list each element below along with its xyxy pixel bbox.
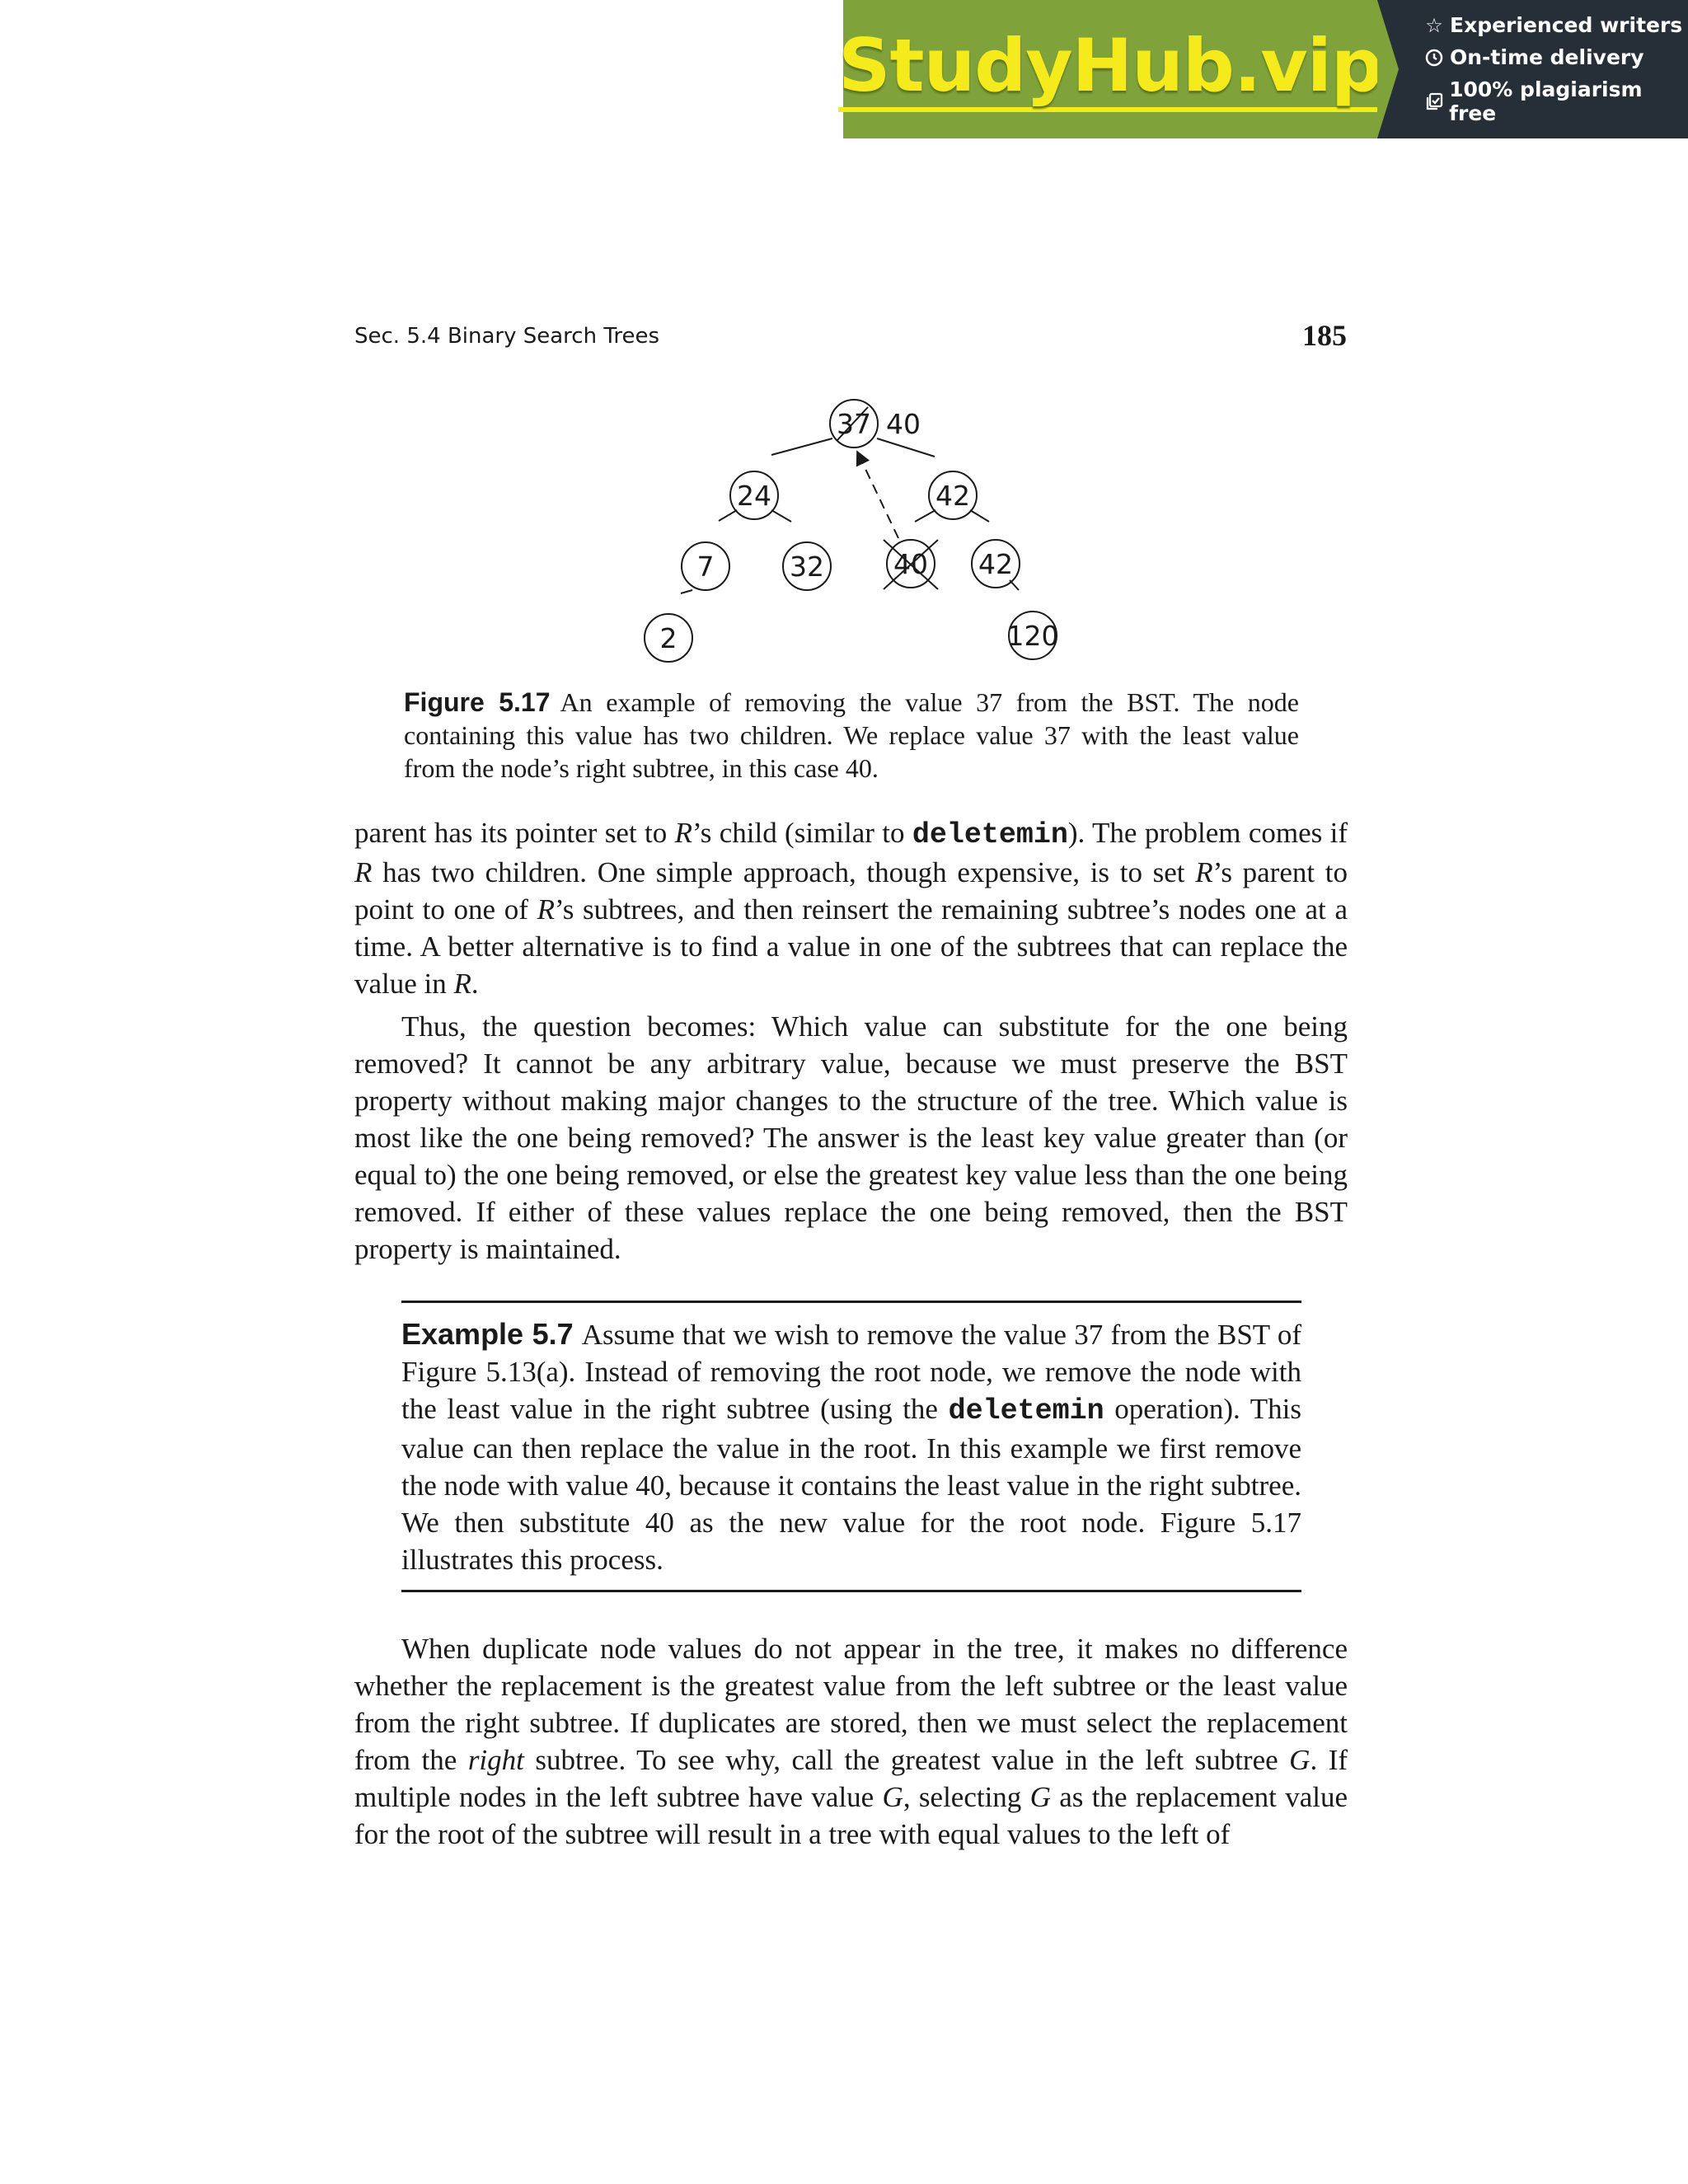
node-label: 42 — [935, 480, 970, 512]
feature-label: Experienced writers — [1450, 13, 1683, 37]
node-label: 40 — [893, 548, 928, 580]
ad-banner[interactable] — [838, 0, 1688, 138]
replacement-arrow — [857, 452, 898, 538]
example-block — [401, 1315, 1301, 1578]
tree-edge — [771, 438, 832, 455]
feature-item — [1423, 77, 1688, 125]
text-run: ’s parent to point to one of — [354, 856, 1348, 926]
code-inline: deletemin — [912, 818, 1068, 851]
tree-edge — [970, 510, 989, 522]
paragraph: Thus, the question becomes: Which value can substitute for the one being removed? It cannot be any arbitrary value, because we must preserve the BST property without making major changes to the structure of the tree. Which value is most like the one being removed? The answer is the least key value greater than (or equal to) the one being removed, or else the greatest key value less than the one being removed. If either of these values replace the one being removed, then the BST property is maintained. — [354, 1010, 1348, 1265]
caption-text: An example of removing the value 37 from the BST. The node containing this value has two children. We replace value 37 with the least value from the node’s right subtree, in this case 40. — [404, 687, 1300, 783]
tree-edge — [719, 510, 737, 521]
brand-logo[interactable]: StudyHub.vip — [838, 26, 1382, 112]
text-run: ’s child (similar to — [692, 817, 912, 849]
example-label: Example 5.7 — [401, 1317, 574, 1351]
node-label: 2 — [659, 622, 678, 654]
feature-label: On-time delivery — [1450, 45, 1644, 69]
brand-panel[interactable] — [838, 0, 1382, 138]
clock-icon — [1423, 49, 1445, 67]
text-run: . — [471, 968, 479, 1000]
example-bottom-rule — [401, 1590, 1301, 1592]
text-run: subtree. To see why, call the greatest value in the left subtree — [523, 1744, 1290, 1776]
math-var: G — [1289, 1744, 1311, 1776]
feature-list — [1377, 0, 1688, 138]
text-run: as the replacement value for the root of the subtree will result in a tree with equal values to the left of — [354, 1781, 1348, 1850]
tree-edge — [877, 438, 935, 457]
copy-check-icon — [1423, 91, 1444, 111]
math-var: R — [1195, 856, 1213, 888]
math-var: G — [1029, 1781, 1051, 1813]
node-label: 7 — [696, 551, 715, 583]
paragraph — [354, 1630, 1348, 1853]
text-run: parent has its pointer set to — [354, 817, 675, 849]
tree-edge — [771, 510, 791, 522]
emphasis: right — [467, 1744, 524, 1776]
code-inline: deletemin — [948, 1394, 1104, 1427]
example-top-rule — [401, 1301, 1301, 1303]
text-run: ). The problem comes if — [1067, 817, 1348, 849]
text-run: , selecting — [903, 1781, 1030, 1813]
feature-item — [1423, 13, 1688, 37]
text-run: . If multiple nodes in the left subtree have value — [354, 1744, 1348, 1813]
node-label: 24 — [737, 480, 771, 512]
math-var: R — [354, 856, 373, 888]
text-run: Assume that we wish to remove the value 37 from the BST of Figure 5.13(a). Instead of removing the root node, we remove the node with the least value in the right subtree (using the — [401, 1319, 1302, 1425]
node-label: 32 — [790, 551, 824, 583]
node-label: 37 — [837, 408, 871, 440]
bst-removal-figure — [0, 387, 1688, 684]
feature-item — [1423, 45, 1688, 69]
feature-label: 100% plagiarism free — [1449, 77, 1643, 125]
page-number: 185 — [1302, 319, 1347, 352]
text-run: has two children. One simple approach, though expensive, is to set — [372, 856, 1196, 888]
paragraph — [354, 814, 1348, 1002]
tree-edge — [681, 590, 692, 593]
math-var: R — [537, 893, 555, 926]
figure-caption — [404, 686, 1299, 785]
text-run: ’s subtrees, and then reinsert the remaining subtree’s nodes one at a time. A better alternative is to find a value in one of the subtrees that can replace the value in — [354, 893, 1348, 1000]
tree-edge — [915, 510, 935, 522]
math-var: G — [882, 1781, 903, 1813]
banner-arrow-shape — [1377, 0, 1399, 138]
caption-label: Figure 5.17 — [404, 687, 551, 717]
text-run: When duplicate node values do not appear in the tree, it makes no difference whether the replacement is the greatest value from the left subtree or the least value from the right subtree. If duplicates are stored, then we must select the replacement from the — [354, 1633, 1348, 1776]
math-var: R — [453, 968, 471, 1000]
star-outline-icon: ☆ — [1425, 13, 1443, 37]
node-label: 42 — [978, 548, 1013, 580]
running-head: Sec. 5.4 Binary Search Trees — [354, 324, 660, 349]
node-label: 120 — [1006, 620, 1059, 652]
math-var: R — [674, 817, 692, 849]
text-run: operation). This value can then replace the value in the root. In this example we first remove the node with value 40, because it contains the least value in the right subtree. We then substitute 40 as the new value for the root node. Figure 5.17 illustrates this process. — [401, 1393, 1301, 1576]
node-label-replacement: 40 — [886, 408, 921, 440]
